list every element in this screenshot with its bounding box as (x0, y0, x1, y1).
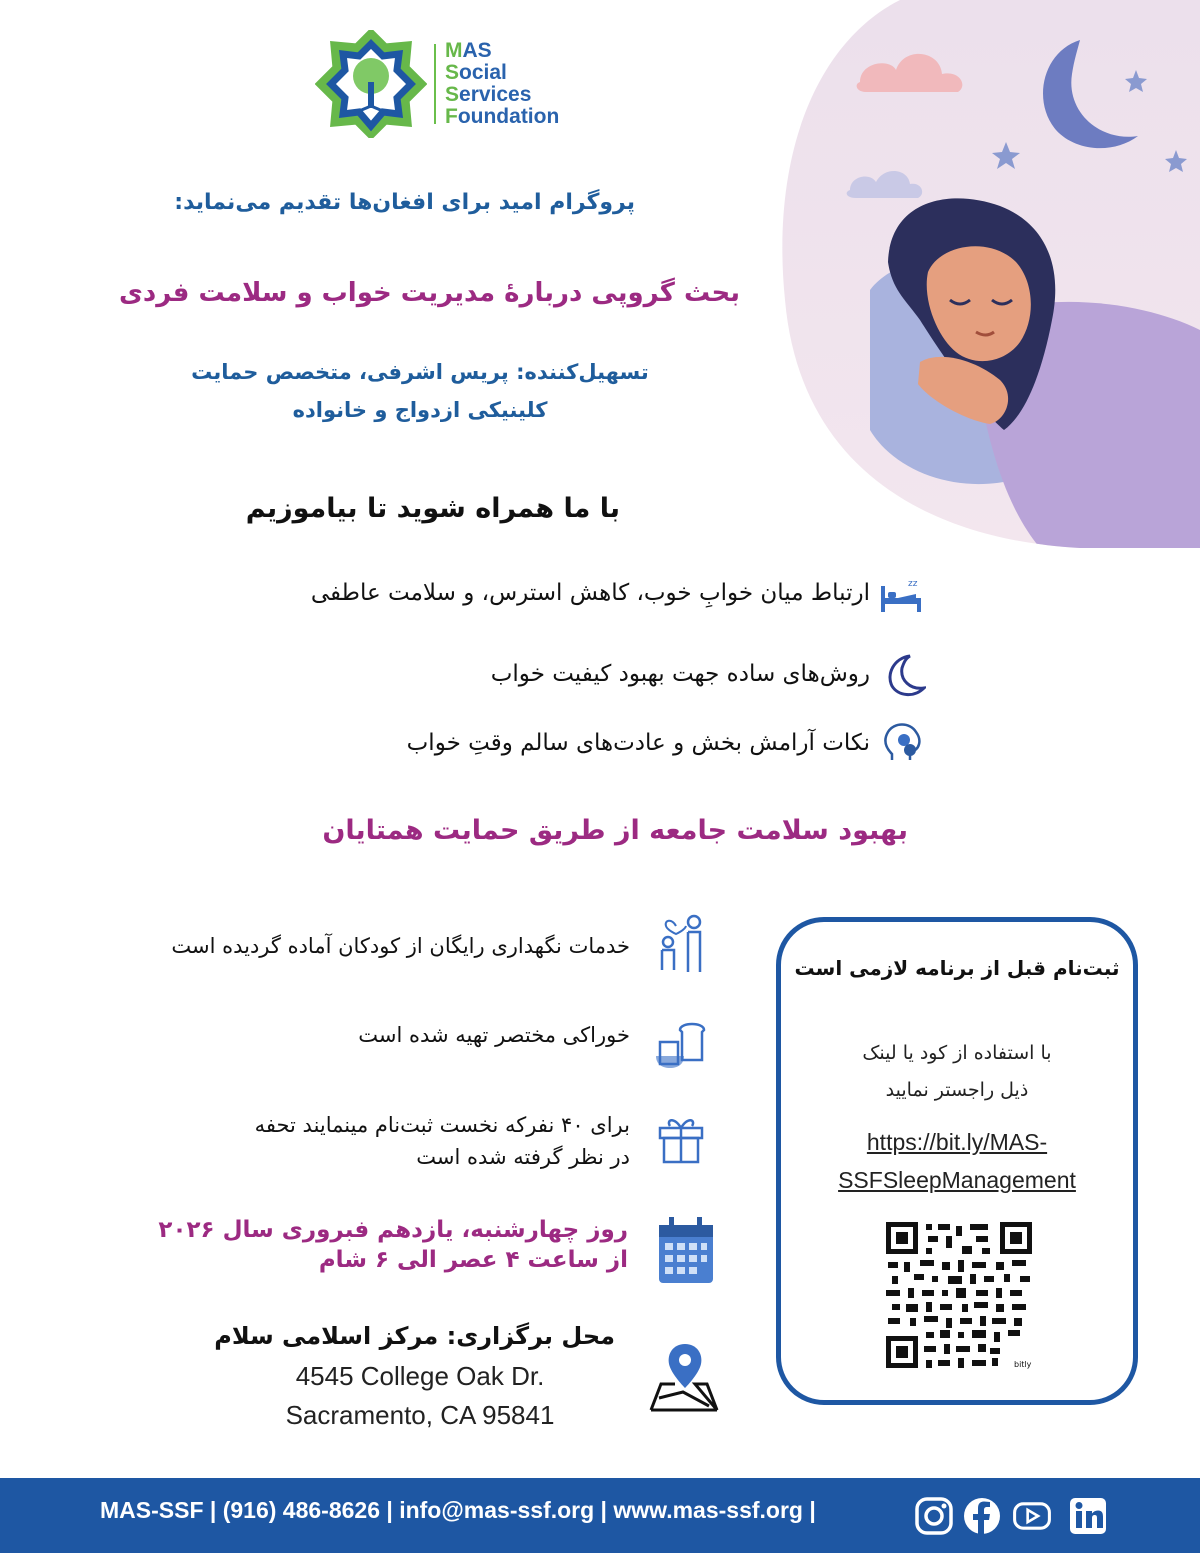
logo-wordmark: MAS Social Services Foundation (445, 39, 560, 128)
learn-heading: با ما همراه شوید تا بیاموزیم (245, 493, 620, 524)
event-time: از ساعت ۴ عصر الی ۶ شام (318, 1247, 628, 1273)
community-heading: بهبود سلامت جامعه از طریق حمایت همتایان (322, 815, 908, 846)
registration-link-line-1[interactable]: https://bit.ly/MAS- (866, 1129, 1048, 1155)
presenting-organization-line: پروگرام امید برای افغان‌ها تقدیم می‌نماید: (174, 190, 635, 215)
youtube-icon[interactable] (1012, 1496, 1052, 1536)
childcare-text: خدمات نگهداری رایگان از کودکان آماده گردیده است (171, 934, 630, 958)
qr-code[interactable] (886, 1222, 1034, 1370)
footer-contact: MAS-SSF | (916) 486-8626 | info@mas-ssf.org | www.mas-ssf.org | (100, 1497, 816, 1523)
linkedin-icon[interactable] (1068, 1496, 1108, 1536)
event-date: روز چهارشنبه، یازدهم فبروری سال ۲۰۲۶ (158, 1217, 628, 1243)
svg-text:zz: zz (908, 579, 918, 589)
registration-instruction-2: ذیل راجستر نمایید (885, 1079, 1029, 1101)
venue-title: محل برگزاری: مرکز اسلامی سلام (214, 1322, 615, 1350)
relaxation-head-icon (880, 718, 926, 764)
learn-item-1: ارتباط میان خوابِ خوب، کاهش استرس، و سلامت عاطفی (310, 580, 870, 606)
bed-icon (878, 572, 924, 618)
registration-title: ثبت‌نام قبل از برنامه لازمی است (794, 956, 1120, 980)
facilitator-line-1: تسهیل‌کننده: پریس اشرفی، متخصص حمایت (191, 360, 649, 384)
childcare-icon (652, 912, 706, 976)
address-line-2: Sacramento, CA 95841 (285, 1400, 555, 1430)
instagram-icon[interactable] (914, 1496, 954, 1536)
calendar-icon (655, 1215, 717, 1285)
logo-divider (434, 44, 436, 124)
svg-text:bitly: bitly (1014, 1360, 1032, 1369)
gift-text-line-2: در نظر گرفته شده است (416, 1145, 630, 1169)
learn-item-2: روش‌های ساده جهت بهبود کیفیت خواب (490, 661, 870, 687)
page-title: بحث گروپی دربارهٔ مدیریت خواب و سلامت فردی (119, 278, 740, 308)
food-text: خوراکی مختصر تهیه شده است (358, 1023, 630, 1047)
address-line-1: 4545 College Oak Dr. (295, 1361, 545, 1391)
facilitator-line-2: کلینیکی ازدواج و خانواده (292, 398, 548, 422)
sleeping-woman-illustration (780, 0, 1200, 548)
food-icon (652, 1020, 708, 1070)
registration-link-line-2[interactable]: SSFSleepManagement (838, 1167, 1076, 1193)
learn-item-3: نکات آرامش بخش و عادت‌های سالم وقتِ خواب (406, 730, 870, 756)
gift-icon (656, 1112, 706, 1164)
moon-icon (880, 652, 926, 698)
location-pin-icon (645, 1340, 721, 1414)
registration-instruction-1: با استفاده از کود یا لینک (862, 1042, 1052, 1064)
facebook-icon[interactable] (962, 1496, 1002, 1536)
gift-text-line-1: برای ۴۰ نفرکه نخست ثبت‌نام مینمایند تحفه (254, 1113, 630, 1137)
mas-ssf-logo-icon (315, 30, 427, 138)
